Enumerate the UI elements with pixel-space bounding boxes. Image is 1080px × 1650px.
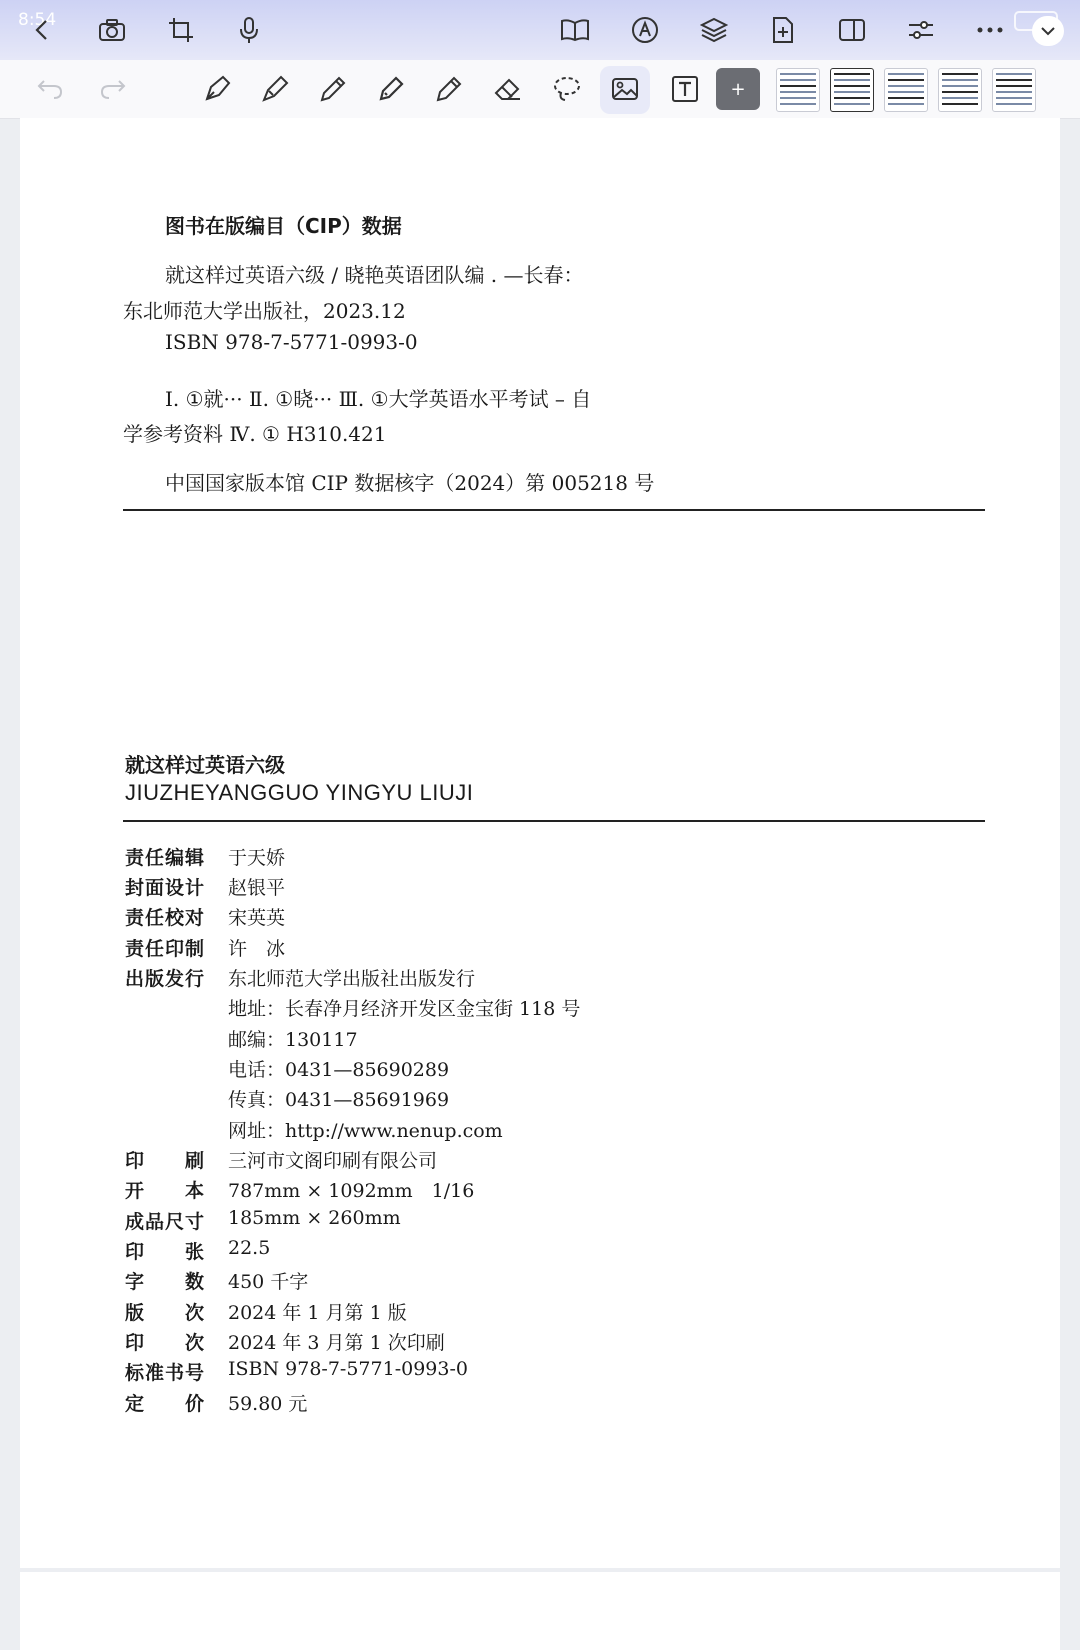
page-thumbnail[interactable] xyxy=(830,68,874,112)
next-page xyxy=(20,1572,1060,1650)
credit-value: 宋英英 xyxy=(228,907,286,929)
credit-label: 责任编辑 xyxy=(125,847,206,869)
credit-label: 印 刷 xyxy=(125,1150,206,1172)
pen-circle-icon[interactable] xyxy=(628,14,662,46)
credit-label: 责任印制 xyxy=(125,938,206,960)
status-time: 8:54 xyxy=(18,10,57,30)
microphone-icon[interactable] xyxy=(232,14,266,46)
credit-value: 450 千字 xyxy=(228,1271,309,1293)
sliders-icon[interactable] xyxy=(904,14,938,46)
divider xyxy=(123,820,985,822)
page-thumbnail[interactable] xyxy=(884,68,928,112)
credit-value: 59.80 元 xyxy=(228,1393,308,1415)
add-button[interactable]: + xyxy=(716,68,760,110)
book-title-pinyin: JIUZHEYANGGUO YINGYU LIUJI xyxy=(125,780,474,805)
highlighter-icon[interactable] xyxy=(430,70,468,108)
credit-label: 定 价 xyxy=(125,1393,206,1415)
cip-line: 东北师范大学出版社，2023.12 xyxy=(123,299,406,323)
publisher-address: 地址：长春净月经济开发区金宝街 118 号 xyxy=(228,998,581,1020)
publisher-postcode: 邮编：130117 xyxy=(228,1029,358,1051)
credit-label: 出版发行 xyxy=(125,968,206,990)
chevron-down-icon[interactable] xyxy=(1032,16,1064,46)
redo-icon[interactable] xyxy=(95,72,131,106)
cip-data-number: 中国国家版本馆 CIP 数据核字（2024）第 005218 号 xyxy=(165,471,655,495)
credit-value: 东北师范大学出版社出版发行 xyxy=(228,968,476,990)
credit-value: 185mm × 260mm xyxy=(228,1207,401,1229)
credit-label: 责任校对 xyxy=(125,907,206,929)
book-icon[interactable] xyxy=(558,14,592,46)
book-title: 就这样过英语六级 xyxy=(125,753,285,777)
credit-value: 于天娇 xyxy=(228,847,286,869)
divider xyxy=(123,509,985,511)
page-thumbnail[interactable] xyxy=(938,68,982,112)
credit-label: 字 数 xyxy=(125,1271,206,1293)
cip-line: 就这样过英语六级 / 晓艳英语团队编 . —长春： xyxy=(165,263,584,287)
fountain-pen-icon[interactable] xyxy=(198,70,236,108)
cip-classification: 学参考资料 Ⅳ. ① H310.421 xyxy=(123,422,387,446)
cip-title: 图书在版编目（CIP）数据 xyxy=(165,214,402,238)
brush-pen-icon[interactable] xyxy=(256,70,294,108)
credit-value: 2024 年 3 月第 1 次印刷 xyxy=(228,1332,445,1354)
credit-value: 2024 年 1 月第 1 版 xyxy=(228,1302,407,1324)
credit-label: 印 次 xyxy=(125,1332,206,1354)
lasso-icon[interactable] xyxy=(548,70,586,108)
publisher-fax: 传真：0431—85691969 xyxy=(228,1089,450,1111)
credit-label: 印 张 xyxy=(125,1241,206,1263)
credit-label: 标准书号 xyxy=(125,1362,206,1384)
layers-icon[interactable] xyxy=(697,14,731,46)
camera-icon[interactable] xyxy=(95,14,129,46)
cip-isbn: ISBN 978-7-5771-0993-0 xyxy=(165,330,418,354)
more-icon[interactable] xyxy=(973,14,1007,46)
credit-label: 封面设计 xyxy=(125,877,206,899)
credit-value: 22.5 xyxy=(228,1237,271,1259)
page-thumbnail[interactable] xyxy=(992,68,1036,112)
image-icon[interactable] xyxy=(600,66,650,114)
credit-value: 三河市文阁印刷有限公司 xyxy=(228,1150,438,1172)
split-view-icon[interactable] xyxy=(835,14,869,46)
credit-value: 787mm × 1092mm 1/16 xyxy=(228,1180,475,1202)
add-page-icon[interactable] xyxy=(766,14,800,46)
credit-label: 开 本 xyxy=(125,1180,206,1202)
crop-icon[interactable] xyxy=(164,14,198,46)
top-app-bar xyxy=(0,0,1080,60)
credit-value: ISBN 978-7-5771-0993-0 xyxy=(228,1358,468,1380)
pencil-icon[interactable] xyxy=(314,70,352,108)
undo-icon[interactable] xyxy=(32,72,68,106)
cip-classification: Ⅰ. ①就··· Ⅱ. ①晓··· Ⅲ. ①大学英语水平考试 – 自 xyxy=(165,387,592,411)
credit-value: 许 冰 xyxy=(228,938,286,960)
publisher-phone: 电话：0431—85690289 xyxy=(228,1059,450,1081)
credit-label: 版 次 xyxy=(125,1302,206,1324)
back-icon[interactable] xyxy=(26,14,58,46)
text-icon[interactable] xyxy=(666,70,704,108)
marker-icon[interactable] xyxy=(372,70,410,108)
credit-value: 赵银平 xyxy=(228,877,286,899)
page-thumbnail[interactable] xyxy=(776,68,820,112)
eraser-icon[interactable] xyxy=(489,70,527,108)
credit-label: 成品尺寸 xyxy=(125,1211,206,1233)
publisher-website: 网址：http://www.nenup.com xyxy=(228,1120,503,1142)
